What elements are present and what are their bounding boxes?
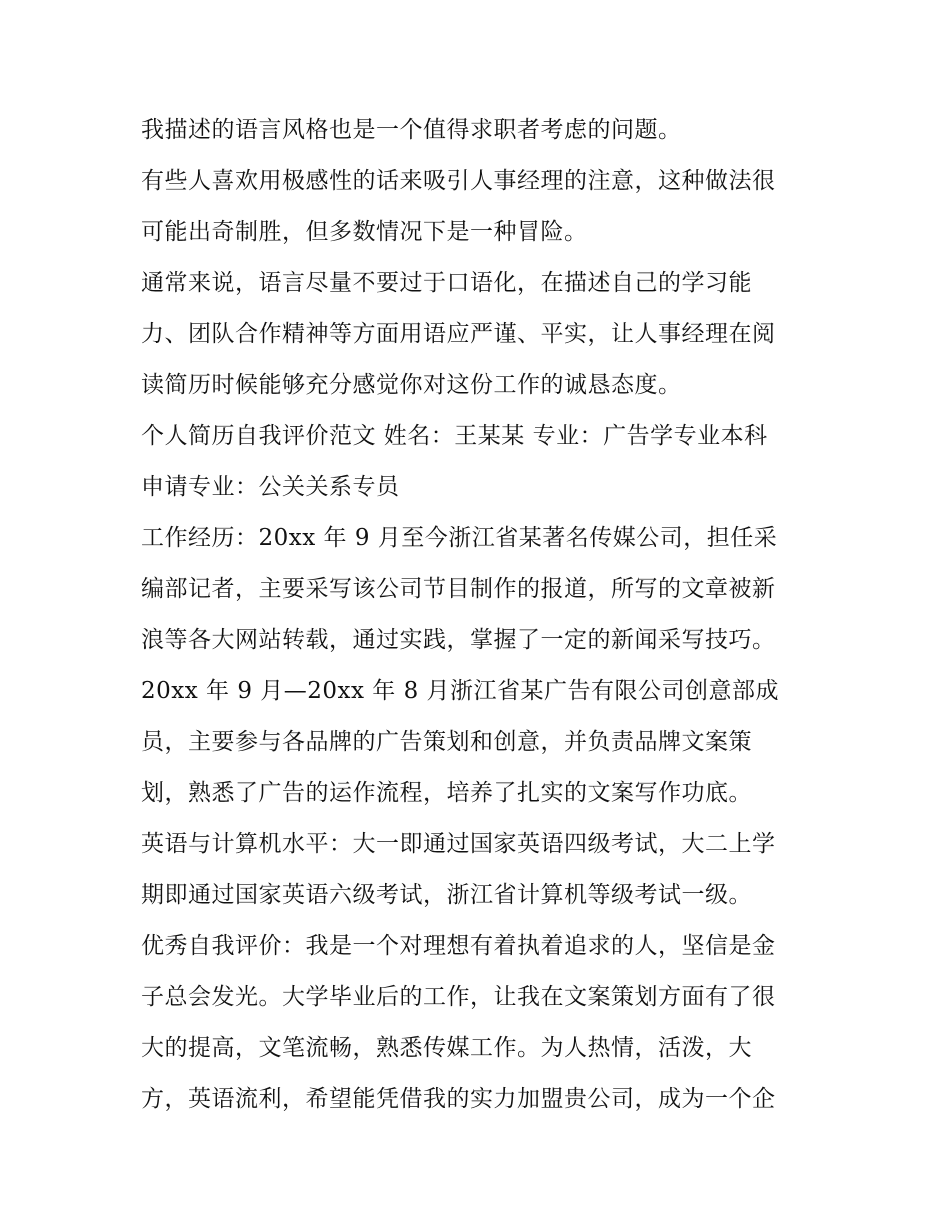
text-line: 申请专业：公关关系专员 <box>141 474 400 500</box>
text-line: 通常来说，语言尽量不要过于口语化，在描述自己的学习能 <box>141 270 752 296</box>
text-line: 子总会发光。大学毕业后的工作，让我在文案策划方面有了很 <box>141 984 776 1010</box>
text-line: 有些人喜欢用极感性的话来吸引人事经理的注意，这种做法很 <box>141 168 776 194</box>
text-line: 浪等各大网站转载，通过实践，掌握了一定的新闻采写技巧。 <box>141 627 776 653</box>
text-line: 力、团队合作精神等方面用语应严谨、平实，让人事经理在阅 <box>141 321 776 347</box>
text-line: 大的提高，文笔流畅，熟悉传媒工作。为人热情，活泼，大 <box>141 1035 752 1061</box>
text-line: 划，熟悉了广告的运作流程，培养了扎实的文案写作功底。 <box>141 780 752 806</box>
text-line: 优秀自我评价：我是一个对理想有着执着追求的人，坚信是金 <box>141 933 776 959</box>
text-line: 工作经历：20xx 年 9 月至今浙江省某著名传媒公司，担任采 <box>141 525 778 551</box>
text-line: 编部记者，主要采写该公司节目制作的报道，所写的文章被新 <box>141 576 776 602</box>
text-line: 读简历时候能够充分感觉你对这份工作的诚恳态度。 <box>141 372 682 398</box>
text-line: 可能出奇制胜，但多数情况下是一种冒险。 <box>141 219 588 245</box>
text-line: 员，主要参与各品牌的广告策划和创意，并负责品牌文案策 <box>141 729 752 755</box>
document-body <box>141 105 821 1125</box>
text-line: 20xx 年 9 月—20xx 年 8 月浙江省某广告有限公司创意部成 <box>141 678 780 704</box>
text-line: 英语与计算机水平：大一即通过国家英语四级考试，大二上学 <box>141 831 776 857</box>
text-line: 方，英语流利，希望能凭借我的实力加盟贵公司，成为一个企 <box>141 1086 776 1112</box>
text-line: 个人简历自我评价范文 姓名：王某某 专业：广告学专业本科 <box>141 423 768 449</box>
text-line: 期即通过国家英语六级考试，浙江省计算机等级考试一级。 <box>141 882 752 908</box>
text-line: 我描述的语言风格也是一个值得求职者考虑的问题。 <box>141 117 682 143</box>
